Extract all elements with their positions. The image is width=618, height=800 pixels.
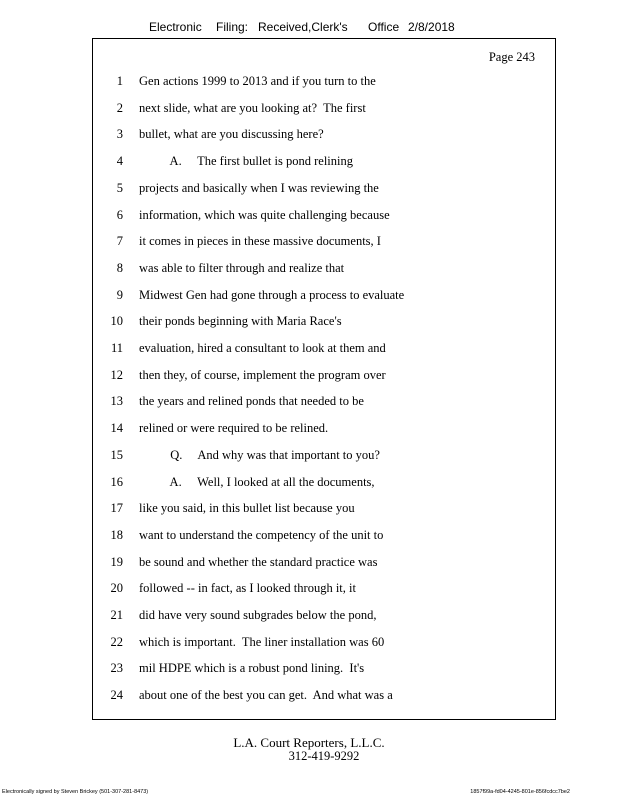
line-text: information, which was quite challenging because <box>139 207 390 222</box>
line-number: 23 <box>110 661 123 676</box>
line-text: followed -- in fact, as I looked through it, it <box>139 581 356 596</box>
electronic-signature: Electronically signed by Steven Brickey (501-307-281-8473) <box>2 789 149 795</box>
line-text: mil HDPE which is a robust pond lining. It's <box>139 661 365 676</box>
filing-word-1: Electronic <box>149 20 202 34</box>
line-number: 5 <box>116 180 123 195</box>
line-text: next slide, what are you looking at? The first <box>139 100 366 115</box>
line-text: which is important. The liner installation was 60 <box>139 634 385 649</box>
line-text: was able to filter through and realize that <box>139 260 345 275</box>
line-number: 20 <box>110 581 123 596</box>
line-text: Gen actions 1999 to 2013 and if you turn to the <box>139 74 376 88</box>
line-text: about one of the best you can get. And what was a <box>139 688 393 703</box>
line-text: the years and relined ponds that needed to be <box>139 394 364 409</box>
line-number: 15 <box>110 447 123 462</box>
line-text: it comes in pieces in these massive documents, I <box>139 234 381 249</box>
filing-date: 2/8/2018 <box>408 20 455 34</box>
line-number: 6 <box>116 207 123 222</box>
line-number: 12 <box>110 367 123 382</box>
line-number: 8 <box>116 260 123 275</box>
line-text: their ponds beginning with Maria Race's <box>139 314 342 329</box>
line-text: want to understand the competency of the unit to <box>139 527 384 542</box>
line-text: projects and basically when I was reviewing the <box>139 180 379 195</box>
line-text: relined or were required to be relined. <box>139 421 329 436</box>
line-number: 13 <box>110 394 123 409</box>
line-number: 19 <box>110 554 123 569</box>
line-number: 17 <box>110 501 123 516</box>
line-number: 21 <box>110 608 123 622</box>
filing-word-4: Office <box>368 20 400 34</box>
line-number: 22 <box>110 634 123 649</box>
line-number: 16 <box>110 474 123 489</box>
line-number: 14 <box>110 421 123 436</box>
line-text: be sound and whether the standard practice was <box>139 554 378 569</box>
line-text: evaluation, hired a consultant to look at them and <box>139 341 386 355</box>
line-text: Midwest Gen had gone through a process to evaluate <box>139 287 405 302</box>
line-number: 4 <box>116 154 123 169</box>
filing-word-3: Received,Clerk's <box>258 20 348 34</box>
line-number: 2 <box>116 100 123 115</box>
line-text: bullet, what are you discussing here? <box>139 127 324 142</box>
line-text: did have very sound subgrades below the pond, <box>139 608 377 622</box>
line-number: 7 <box>116 234 123 249</box>
line-number: 3 <box>116 127 123 142</box>
line-text: A. The first bullet is pond relining <box>139 154 353 169</box>
filing-word-2: Filing: <box>216 20 249 34</box>
line-text: Q. And why was that important to you? <box>139 447 380 462</box>
line-text: like you said, in this bullet list because you <box>139 501 355 516</box>
line-text: then they, of course, implement the program over <box>139 367 386 382</box>
line-number: 11 <box>110 341 123 355</box>
document-id: 1857f99a-fd04-4245-801e-856fcdcc7be2 <box>470 789 570 795</box>
line-number: 9 <box>116 287 123 302</box>
line-number: 1 <box>116 74 123 88</box>
line-number: 24 <box>110 688 123 703</box>
line-text: A. Well, I looked at all the documents, <box>139 474 375 489</box>
line-number: 18 <box>110 527 123 542</box>
court-reporter-phone: 312-419-9292 <box>288 749 360 763</box>
transcript-page-frame <box>92 38 556 720</box>
line-number: 10 <box>110 314 123 329</box>
page-number: Page 243 <box>488 50 535 64</box>
court-reporter-firm: L.A. Court Reporters, L.L.C. <box>233 735 385 750</box>
